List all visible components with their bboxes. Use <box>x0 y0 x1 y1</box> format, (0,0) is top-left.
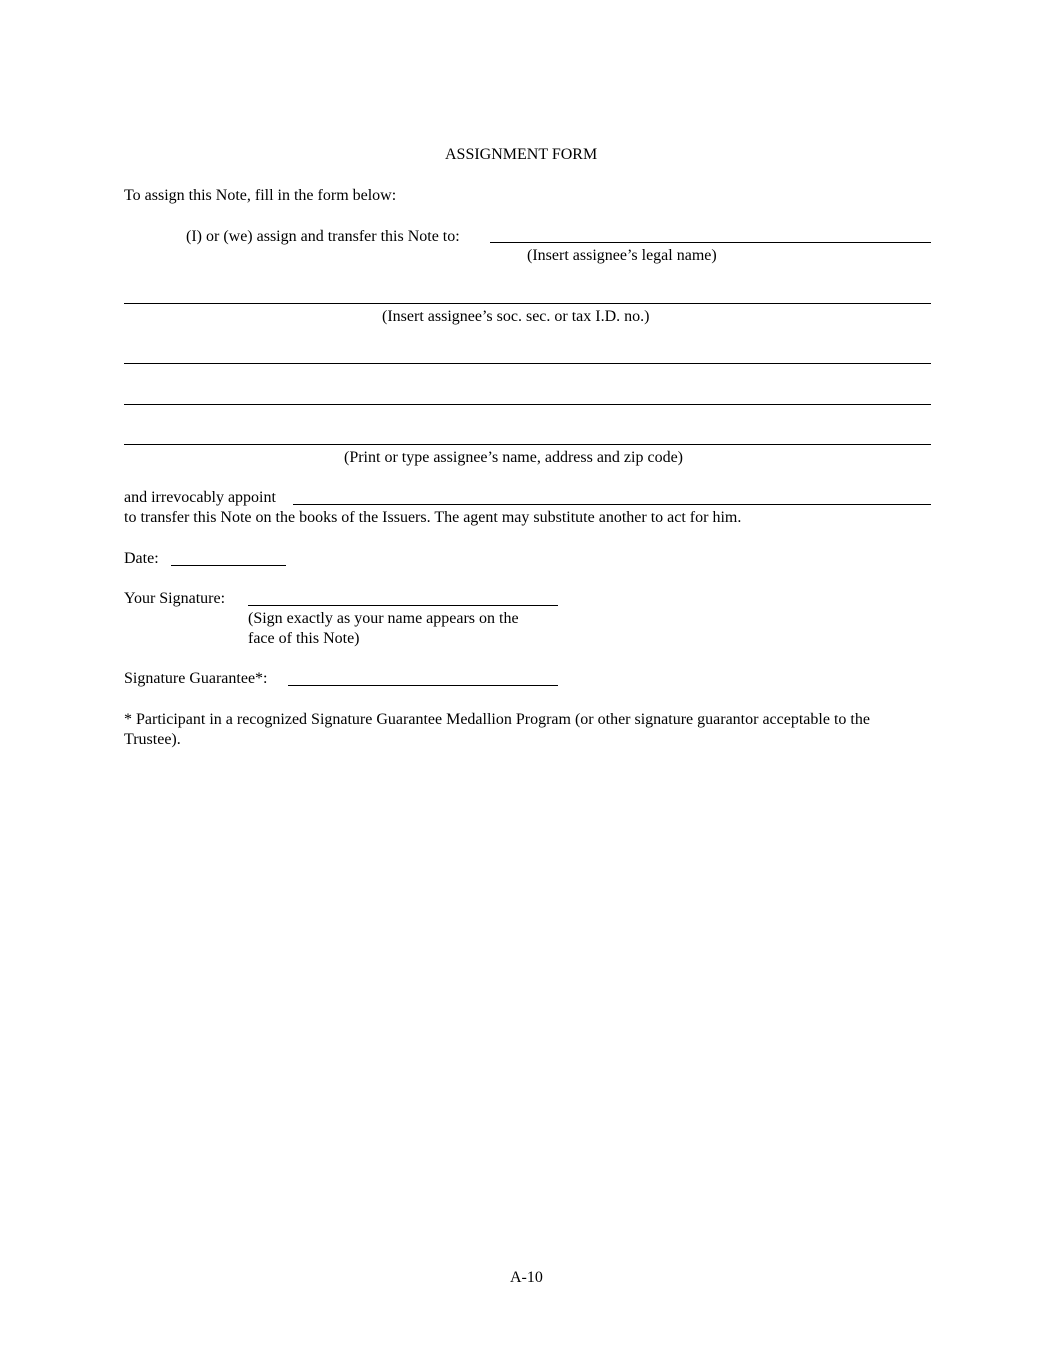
guarantee-label: Signature Guarantee*: <box>124 670 268 687</box>
transfer-text: to transfer this Note on the books of the Issuers. The agent may substitute another to act for him. <box>124 509 742 526</box>
signature-guarantee-field[interactable] <box>288 685 558 686</box>
signature-caption-line-2: face of this Note) <box>248 630 360 647</box>
assignee-address-line-3[interactable] <box>124 444 931 445</box>
assignee-address-line-2[interactable] <box>124 404 931 405</box>
page-title: ASSIGNMENT FORM <box>445 146 598 163</box>
assignee-address-line-1[interactable] <box>124 363 931 364</box>
legal-name-caption: (Insert assignee’s legal name) <box>527 247 717 264</box>
signature-label: Your Signature: <box>124 590 226 607</box>
assign-label: (I) or (we) assign and transfer this Note to: <box>186 228 460 245</box>
signature-field[interactable] <box>248 605 558 606</box>
date-field[interactable] <box>171 565 286 566</box>
date-label: Date: <box>124 550 159 567</box>
tax-id-caption: (Insert assignee’s soc. sec. or tax I.D. no.) <box>382 308 650 325</box>
appoint-label: and irrevocably appoint <box>124 489 276 506</box>
assignee-legal-name-field[interactable] <box>490 242 931 243</box>
address-caption: (Print or type assignee’s name, address and zip code) <box>344 449 684 466</box>
footnote-line-1: * Participant in a recognized Signature Guarantee Medallion Program (or other signature guarantor acceptable to the <box>124 711 870 728</box>
agent-name-field[interactable] <box>293 504 931 505</box>
footnote-line-2: Trustee). <box>124 731 181 748</box>
signature-caption-line-1: (Sign exactly as your name appears on the <box>248 610 519 627</box>
page-number: A-10 <box>510 1269 543 1286</box>
assignee-tax-id-field[interactable] <box>124 303 931 304</box>
intro-text: To assign this Note, fill in the form below: <box>124 187 397 204</box>
